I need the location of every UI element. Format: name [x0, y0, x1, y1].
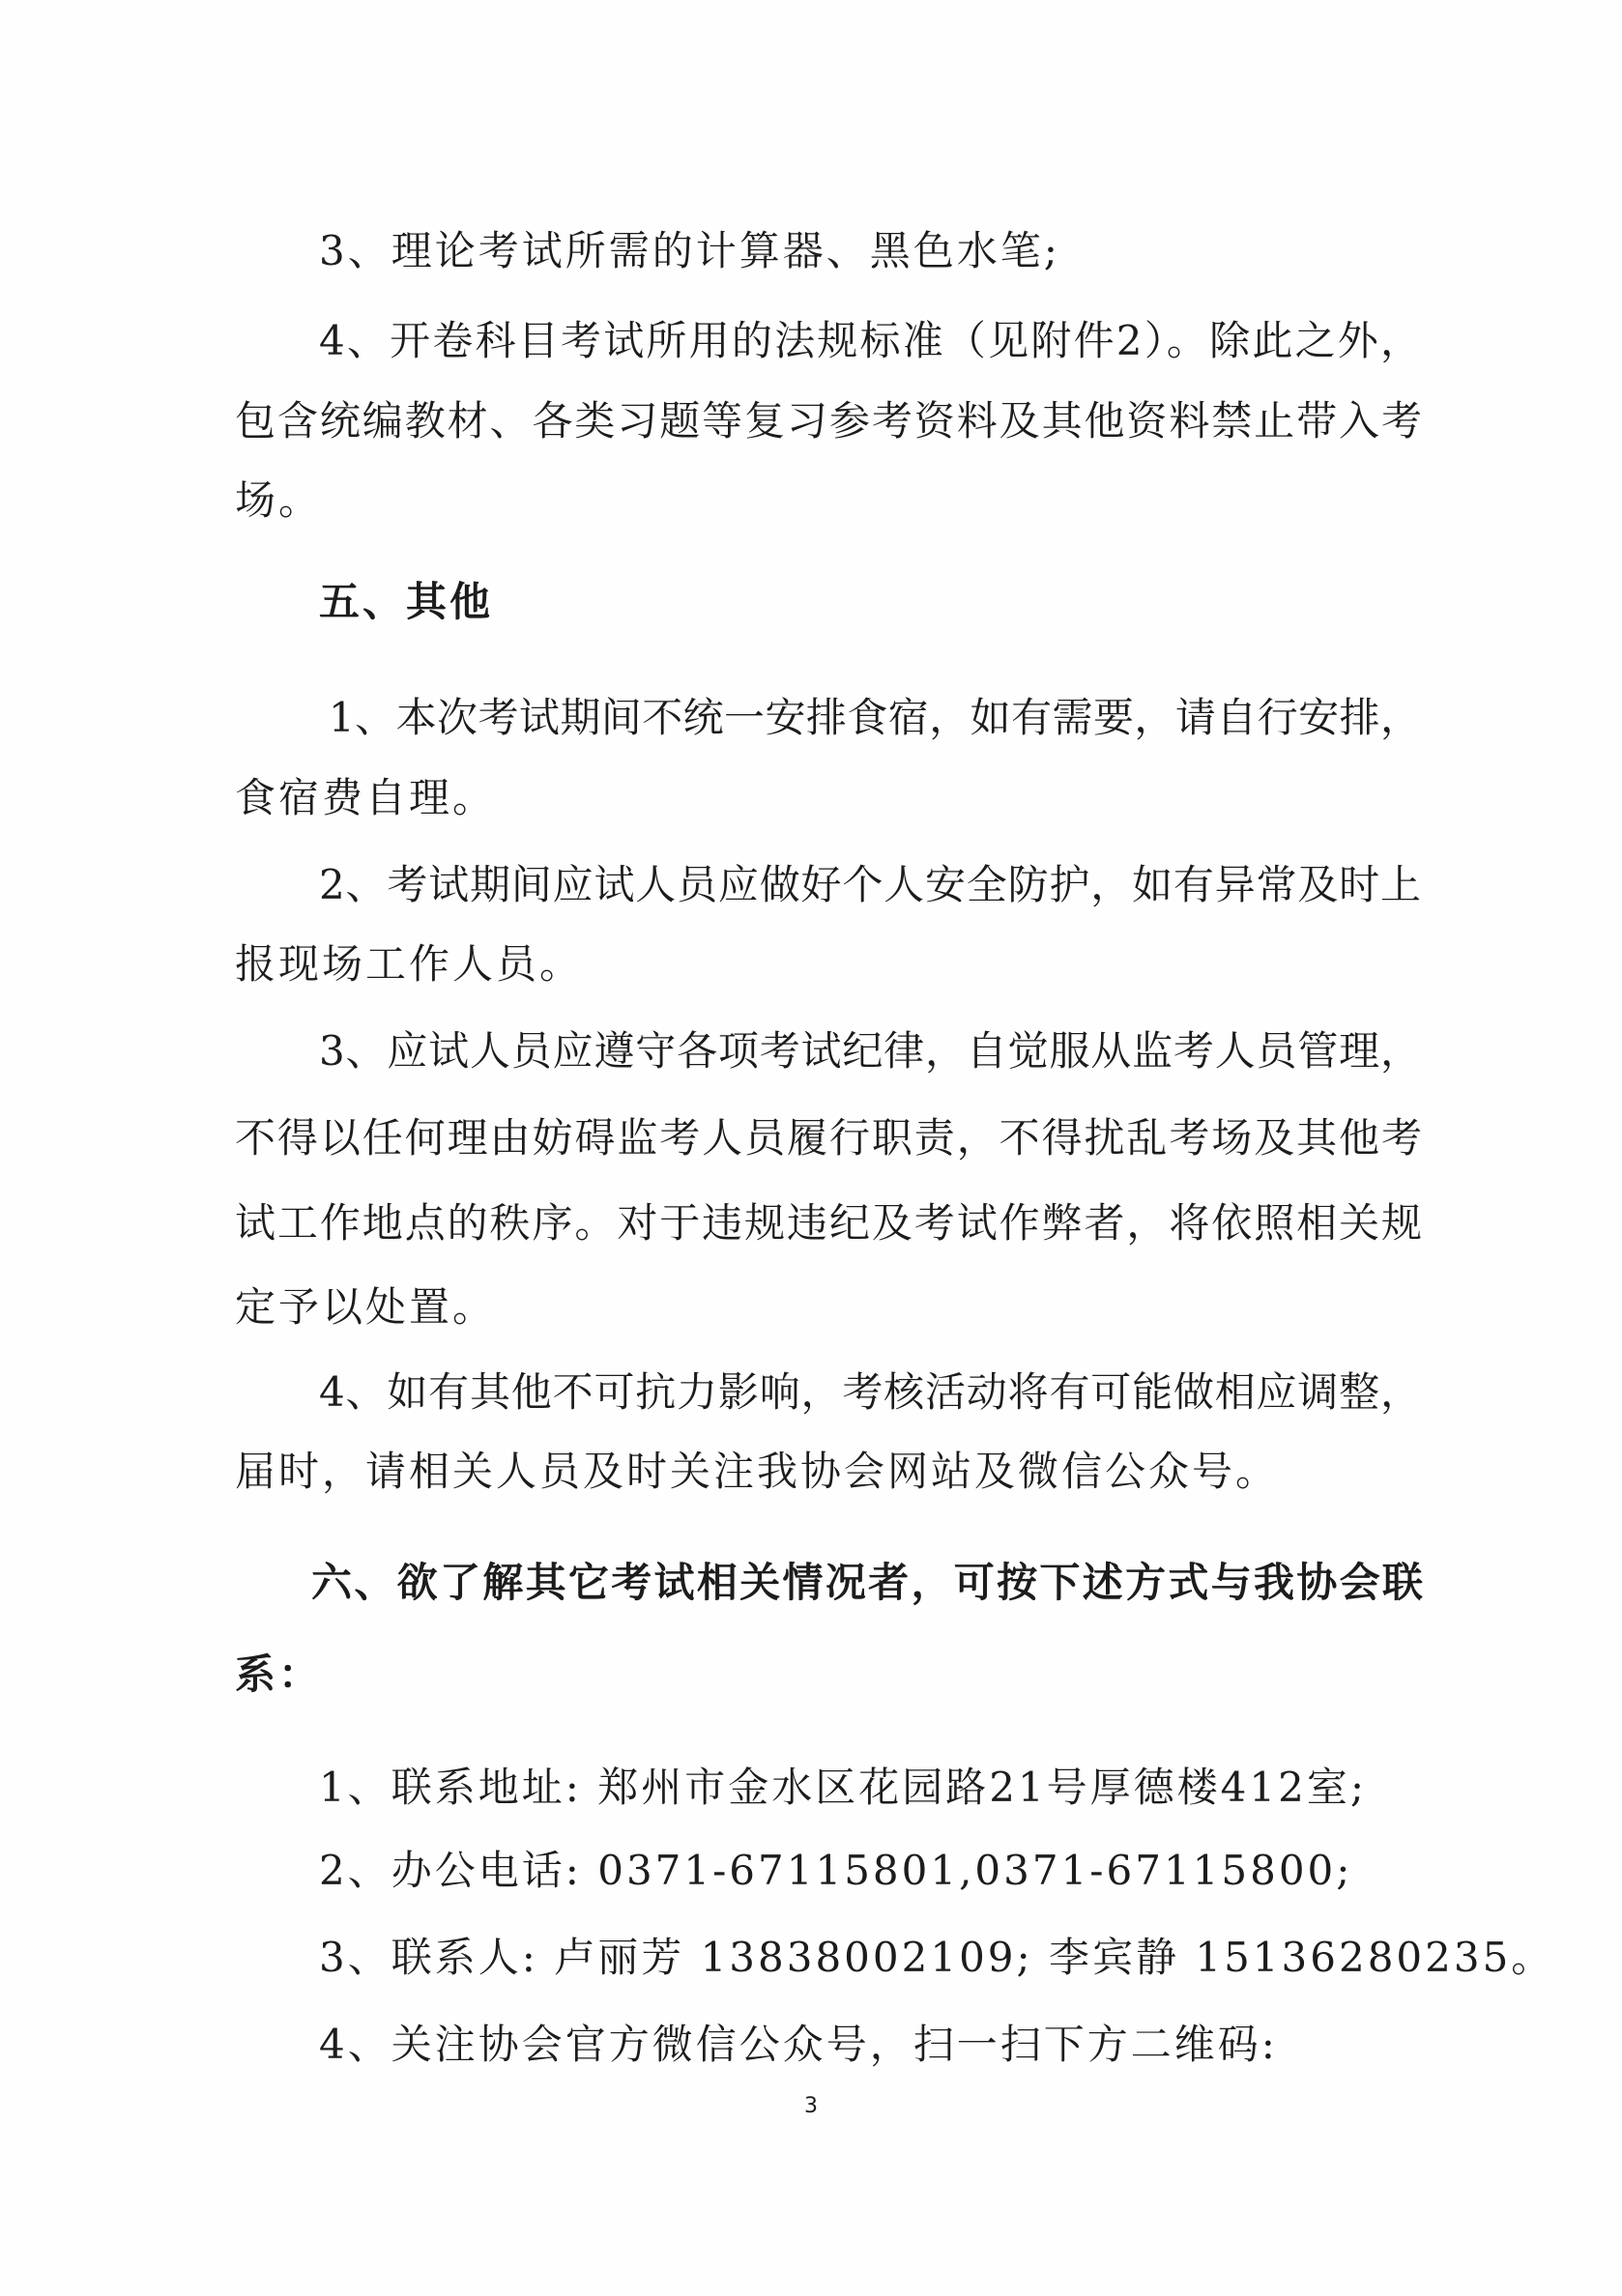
- text-line-accommodation-cost: 食宿费自理。: [235, 774, 497, 821]
- text-line-violations: 试工作地点的秩序。对于违规违纪及考试作弊者，将依照相关规: [235, 1199, 1422, 1247]
- text-line-no-obstruction: 不得以任何理由妨碍监考人员履行职责，不得扰乱考场及其他考: [235, 1114, 1422, 1162]
- text-line-venue: 场。: [235, 476, 323, 524]
- text-line-prohibited-materials: 包含统编教材、各类习题等复习参考资料及其他资料禁止带入考: [235, 397, 1422, 445]
- section-heading-contact-cont: 系：: [235, 1650, 323, 1698]
- text-line-safety-protection: 2、考试期间应试人员应做好个人安全防护，如有异常及时上: [319, 861, 1421, 908]
- section-heading-contact: 六、欲了解其它考试相关情况者，可按下述方式与我协会联: [311, 1559, 1423, 1606]
- text-line-report-staff: 报现场工作人员。: [235, 940, 584, 988]
- page-number: 3: [804, 2094, 818, 2118]
- text-line-handling: 定予以处置。: [235, 1283, 497, 1331]
- text-line-address: 1、联系地址: 郑州市金水区花园路21号厚德楼412室;: [319, 1764, 1367, 1811]
- text-line-wechat: 4、关注协会官方微信公众号，扫一扫下方二维码:: [319, 2021, 1278, 2068]
- text-line-accommodation: 1、本次考试期间不统一安排食宿，如有需要，请自行安排，: [329, 694, 1421, 741]
- text-line-exam-discipline: 3、应试人员应遵守各项考试纪律，自觉服从监考人员管理，: [319, 1027, 1421, 1075]
- text-line-phone: 2、办公电话: 0371-67115801,0371-67115800;: [319, 1847, 1353, 1894]
- section-heading-other: 五、其他: [319, 578, 494, 625]
- text-line-follow-website: 届时，请相关人员及时关注我协会网站及微信公众号。: [235, 1448, 1280, 1495]
- text-line-open-book-standards: 4、开卷科目考试所用的法规标准（见附件2）。除此之外，: [319, 317, 1421, 364]
- text-line-force-majeure: 4、如有其他不可抗力影响，考核活动将有可能做相应调整，: [319, 1368, 1421, 1416]
- text-line-contacts: 3、联系人: 卢丽芳 13838002109; 李宾静 15136280235。: [319, 1934, 1555, 1981]
- text-line-materials-calculator: 3、理论考试所需的计算器、黑色水笔;: [319, 227, 1060, 274]
